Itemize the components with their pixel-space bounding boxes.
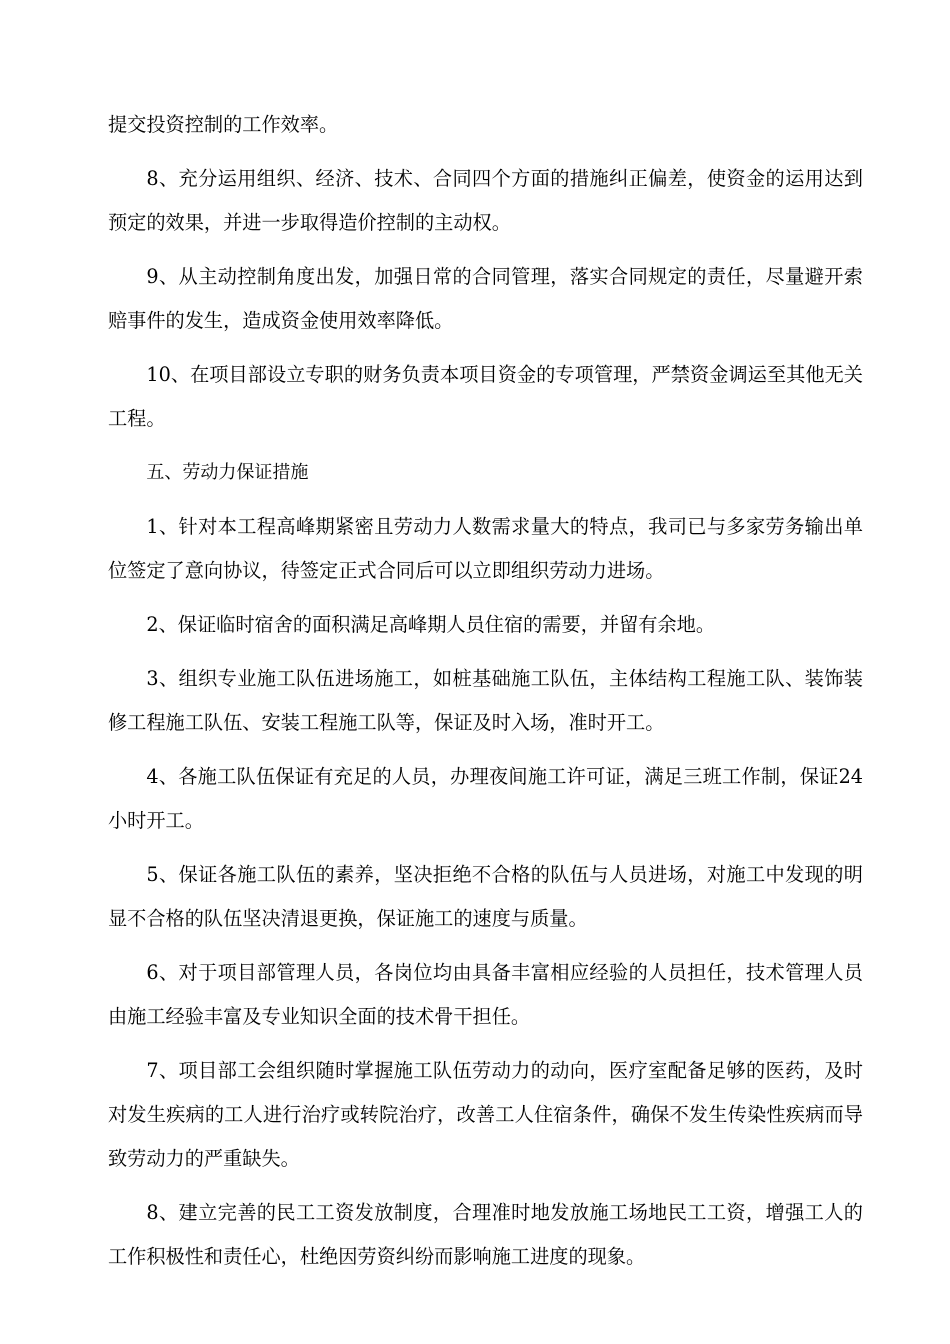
paragraph-item-10-finance: 10、在项目部设立专职的财务负责本项目资金的专项管理，严禁资金调运至其他无关工程。 [108,363,863,430]
section-heading-labor: 五、劳动力保证措施 [146,462,309,483]
paragraph-item-4-staffing: 4、各施工队伍保证有充足的人员，办理夜间施工许可证，满足三班工作制，保证24小时开工。 [108,765,863,832]
document-body [108,103,863,1289]
paragraph-item-8-funds: 8、充分运用组织、经济、技术、合同四个方面的措施纠正偏差，使资金的运用达到预定的效果，并进一步取得造价控制的主动权。 [108,167,863,234]
paragraph-item-2-dormitory: 2、保证临时宿舍的面积满足高峰期人员住宿的需要，并留有余地。 [146,613,716,636]
paragraph-item-5-quality: 5、保证各施工队伍的素养，坚决拒绝不合格的队伍与人员进场，对施工中发现的明显不合格的队伍坚决清退更换，保证施工的速度与质量。 [108,863,863,930]
paragraph-item-8-wages: 8、建立完善的民工工资发放制度，合理准时地发放施工场地民工工资，增强工人的工作积极性和责任心，杜绝因劳资纠纷而影响施工进度的现象。 [108,1201,863,1268]
paragraph-item-3-teams: 3、组织专业施工队伍进场施工，如桩基础施工队伍，主体结构工程施工队、装饰装修工程施工队伍、安装工程施工队等，保证及时入场，准时开工。 [108,667,863,734]
paragraph-item-9-contract: 9、从主动控制角度出发，加强日常的合同管理，落实合同规定的责任，尽量避开索赔事件的发生，造成资金使用效率降低。 [108,265,863,332]
paragraph-item-7-health: 7、项目部工会组织随时掌握施工队伍劳动力的动向，医疗室配备足够的医药，及时对发生疾病的工人进行治疗或转院治疗，改善工人住宿条件，确保不发生传染性疾病而导致劳动力的严重缺失。 [108,1059,863,1170]
paragraph-continuation: 提交投资控制的工作效率。 [108,113,339,136]
paragraph-item-1-labor: 1、针对本工程高峰期紧密且劳动力人数需求量大的特点，我司已与多家劳务输出单位签定了意向协议，待签定正式合同后可以立即组织劳动力进场。 [108,515,863,582]
paragraph-item-6-management: 6、对于项目部管理人员，各岗位均由具备丰富相应经验的人员担任，技术管理人员由施工经验丰富及专业知识全面的技术骨干担任。 [108,961,863,1028]
